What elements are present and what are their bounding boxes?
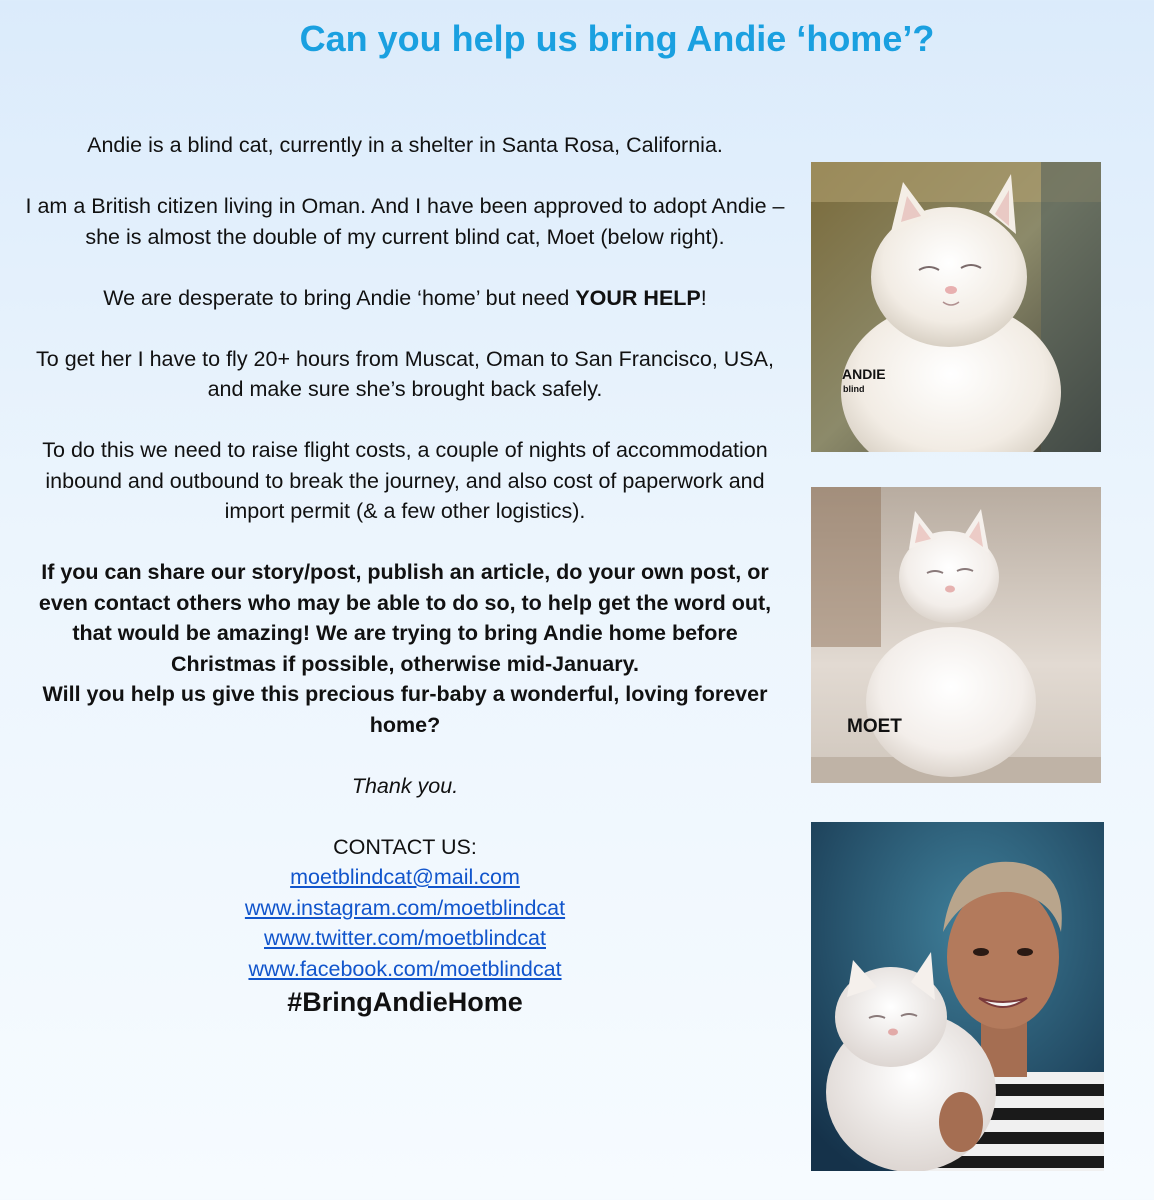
- thank-you-text: Thank you.: [351, 773, 459, 798]
- contact-heading: CONTACT US:: [333, 834, 477, 859]
- forever-home-paragraph: Will you help us give this precious fur-baby a wonderful, loving forever home?: [42, 682, 768, 737]
- intro-paragraph: Andie is a blind cat, currently in a shelter in Santa Rosa, California.: [87, 133, 723, 157]
- costs-paragraph: To do this we need to raise flight costs, a couple of nights of accommodation inbound and outbound to break the journey, and also cost of paperwork and import permit (& a few other logistics).: [42, 438, 768, 523]
- your-help-emphasis: YOUR HELP: [575, 285, 701, 310]
- moet-caption: MOET: [847, 716, 902, 737]
- hashtag: #BringAndieHome: [287, 987, 523, 1017]
- page-title: Can you help us bring Andie ‘home’?: [299, 18, 935, 59]
- twitter-link[interactable]: www.twitter.com/moetblindcat: [264, 926, 546, 950]
- andie-subcaption: blind: [843, 384, 865, 394]
- moet-photo: [811, 487, 1101, 783]
- help-paragraph: We are desperate to bring Andie ‘home’ but need YOUR HELP!: [103, 285, 707, 310]
- andie-photo: [811, 162, 1101, 452]
- owner-with-moet-photo: [811, 822, 1104, 1171]
- facebook-link[interactable]: www.facebook.com/moetblindcat: [248, 956, 562, 981]
- email-link[interactable]: moetblindcat@mail.com: [290, 865, 520, 889]
- main-text-column: [20, 130, 790, 1020]
- instagram-link[interactable]: www.instagram.com/moetblindcat: [244, 895, 566, 920]
- adoption-paragraph: I am a British citizen living in Oman. And I have been approved to adopt Andie – she is almost the double of my current blind cat, Moet (below right).: [25, 194, 785, 249]
- travel-paragraph: To get her I have to fly 20+ hours from Muscat, Oman to San Francisco, USA, and make sure she’s brought back safely.: [36, 346, 774, 401]
- andie-caption: ANDIE: [842, 366, 886, 382]
- share-request-paragraph: If you can share our story/post, publish an article, do your own post, or even contact others who may be able to do so, to help get the word out, that would be amazing! We are trying to bring Andie home before Christmas if possible, otherwise mid-January.: [38, 560, 772, 676]
